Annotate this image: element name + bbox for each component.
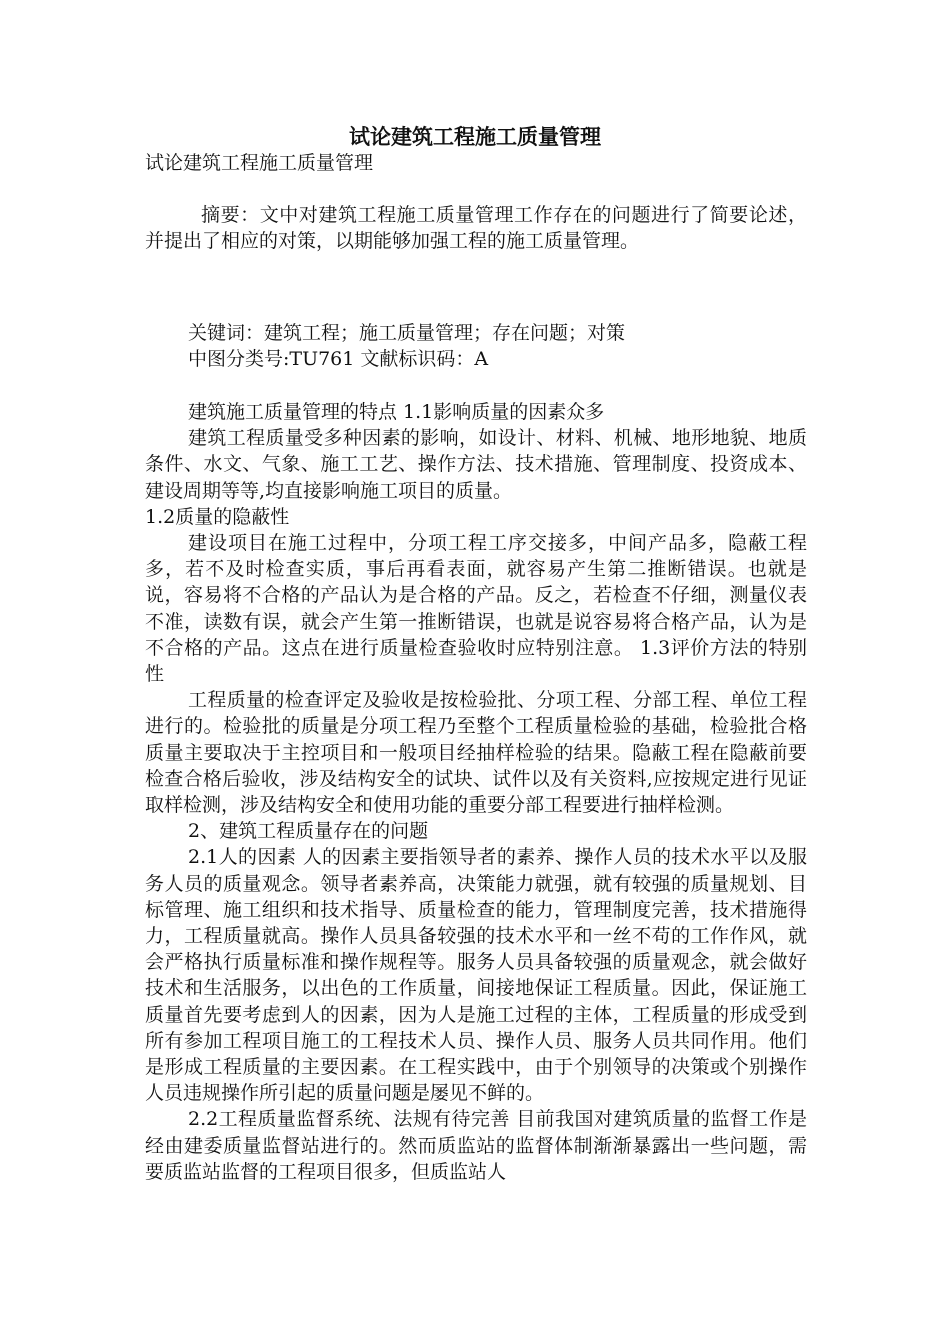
body-paragraph: 2.1人的因素 人的因素主要指领导者的素养、操作人员的技术水平以及服务人员的质量观念。领导者素养高，决策能力就强，就有较强的质量规划、目标管理、施工组织和技术指导、质量检查的能力，管理制度完善，技术措施得力，工程质量就高。操作人员具备较强的技术水平和一丝不苟的工作作风，就会严格执行质量标准和操作规程等。服务人员具备较强的质量观念，就会做好技术和生活服务，以出色的工作质量，间接地保证工程质量。因此，保证施工质量首先要考虑到人的因素，因为人是施工过程的主体，工程质量的形成受到所有参加工程项目施工的工程技术人员、操作人员、服务人员共同作用。他们是形成工程质量的主要因素。在工程实践中，由于个别领导的决策或个别操作人员违规操作所引起的质量问题是屡见不鲜的。 xyxy=(145,846,807,1105)
abstract-section xyxy=(145,202,807,254)
document-subtitle xyxy=(145,150,807,176)
abstract-text: 摘要：文中对建筑工程施工质量管理工作存在的问题进行了简要论述，并提出了相应的对策，以期能够加强工程的施工质量管理。 xyxy=(145,204,807,253)
classification-text: 中图分类号:TU761 文献标识码：A xyxy=(188,348,489,371)
subtitle-text: 试论建筑工程施工质量管理 xyxy=(145,152,374,174)
section-heading: 建筑施工质量管理的特点 1.1影响质量的因素众多 xyxy=(188,401,605,423)
body-section xyxy=(145,399,807,1185)
body-paragraph: 工程质量的检查评定及验收是按检验批、分项工程、分部工程、单位工程进行的。检验批的质量是分项工程乃至整个工程质量检验的基础，检验批合格质量主要取决于主控项目和一般项目经抽样检验的结果。隐蔽工程在隐蔽前要检查合格后验收，涉及结构安全的试块、试件以及有关资料,应按规定进行见证取样检测，涉及结构安全和使用功能的重要分部工程要进行抽样检测。 xyxy=(145,689,807,817)
section-heading: 1.2质量的隐蔽性 xyxy=(145,505,290,528)
document-title: 试论建筑工程施工质量管理 xyxy=(349,124,601,149)
section-heading: 2、建筑工程质量存在的问题 xyxy=(188,820,429,843)
body-paragraph: 建设项目在施工过程中，分项工程工序交接多，中间产品多，隐蔽工程多，若不及时检查实质，事后再看表面，就容易产生第二推断错误。也就是说，容易将不合格的产品认为是合格的产品。反之，若检查不仔细，测量仪表不准，读数有误，就会产生第一推断错误，也就是说容易将合格产品，认为是不合格的产品。这点在进行质量检查验收时应特别注意。 1.3评价方法的特别性 xyxy=(145,532,807,686)
body-paragraph: 2.2工程质量监督系统、法规有待完善 目前我国对建筑质量的监督工作是经由建委质量监督站进行的。然而质监站的监督体制渐渐暴露出一些问题，需要质监站监督的工程项目很多，但质监站人 xyxy=(145,1108,807,1183)
keywords-text: 关键词：建筑工程；施工质量管理；存在问题；对策 xyxy=(188,322,626,344)
keywords-section xyxy=(145,320,807,372)
body-paragraph: 建筑工程质量受多种因素的影响，如设计、材料、机械、地形地貌、地质条件、水文、气象、施工工艺、操作方法、技术措施、管理制度、投资成本、建设周期等等,均直接影响施工项目的质量。 xyxy=(145,427,807,502)
